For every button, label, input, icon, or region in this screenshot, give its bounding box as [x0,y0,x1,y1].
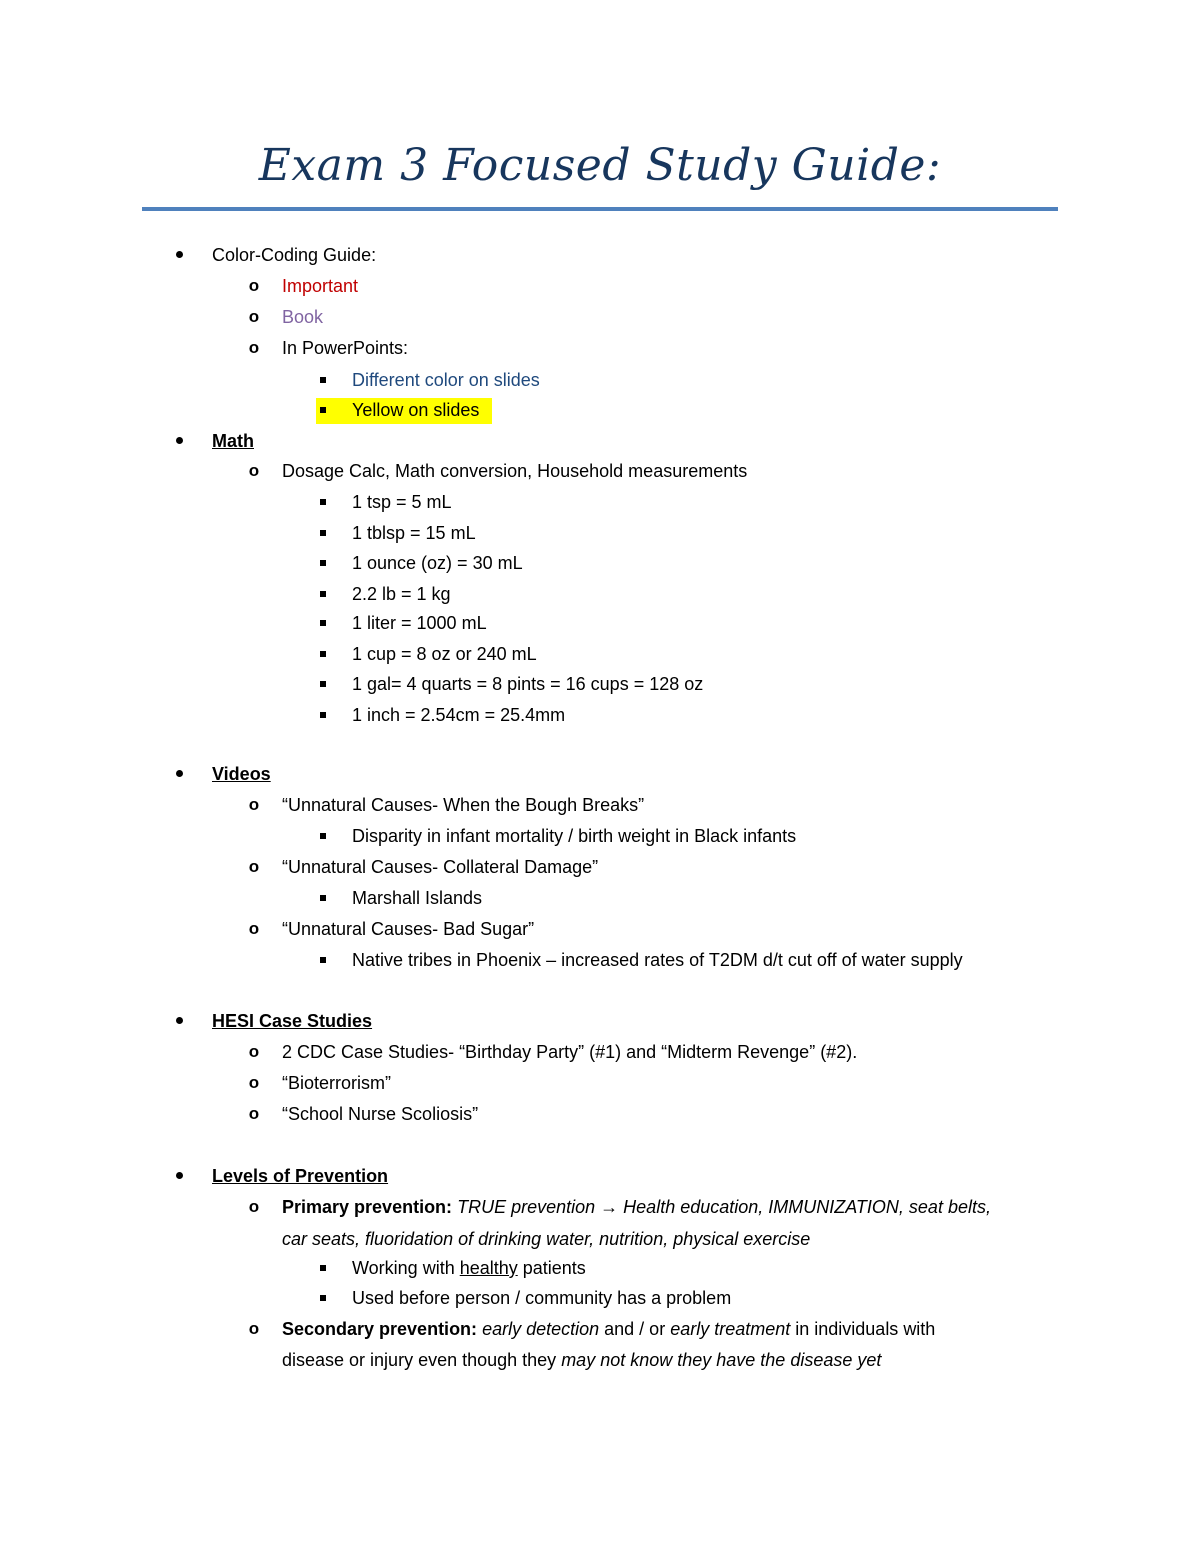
secondary-text: in individuals with [790,1319,936,1339]
video-title: “Unnatural Causes- Bad Sugar” [282,919,535,939]
secondary-text: may not know they have the disease yet [561,1350,882,1370]
secondary-text: disease or injury even though they [282,1350,562,1370]
video-title: “Unnatural Causes- When the Bough Breaks” [282,795,645,815]
video-note: Native tribes in Phoenix – increased rates of T2DM d/t cut off of water supply [352,950,963,970]
bullet-circle: o [248,1042,260,1061]
bullet-square [315,824,331,848]
bullet-square [315,948,331,972]
color-guide-label: Color-Coding Guide: [212,245,377,265]
primary-text: Health education, IMMUNIZATION, seat belts, [623,1197,991,1217]
hesi-heading: HESI Case Studies [212,1011,373,1031]
bullet-square [315,672,331,696]
primary-text-cont: car seats, fluoridation of drinking water, nutrition, physical exercise [282,1229,811,1249]
primary-note: Used before person / community has a problem [352,1288,732,1308]
bullet-circle: o [248,919,260,938]
video-note: Marshall Islands [352,888,483,908]
arrow-right-icon: → [600,1197,619,1217]
prevention-heading: Levels of Prevention [212,1166,389,1186]
bullet-circle: o [248,461,260,480]
hesi-item: “Bioterrorism” [282,1073,392,1093]
bullet-square [315,1286,331,1310]
hesi-item: 2 CDC Case Studies- “Birthday Party” (#1) and “Midterm Revenge” (#2). [282,1042,858,1062]
book-label: Book [282,307,324,327]
bullet-circle: o [248,1104,260,1123]
math-item: 1 gal= 4 quarts = 8 pints = 16 cups = 128 oz [352,674,704,694]
bullet-square [315,490,331,514]
bullet-square [315,642,331,666]
bullet-square [315,582,331,606]
primary-text: TRUE prevention [457,1197,596,1217]
bullet-circle: o [248,338,260,357]
bullet-dot [171,1009,187,1033]
math-item: 1 cup = 8 oz or 240 mL [352,644,537,664]
powerpoints-label: In PowerPoints: [282,338,409,358]
bullet-square [315,521,331,545]
different-color-label: Different color on slides [352,370,540,390]
bullet-dot [171,429,187,453]
secondary-text: early detection [482,1319,600,1339]
title-underline [142,207,1058,211]
math-item: 1 inch = 2.54cm = 25.4mm [352,705,566,725]
secondary-text-cont [282,1348,881,1372]
math-subheading: Dosage Calc, Math conversion, Household measurements [282,461,748,481]
math-item: 1 tsp = 5 mL [352,492,452,512]
note-text: Working with [352,1258,460,1278]
primary-note [352,1256,586,1280]
important-label: Important [282,276,359,296]
bullet-circle: o [248,307,260,326]
bullet-square [315,398,331,422]
video-note: Disparity in infant mortality / birth weight in Black infants [352,826,797,846]
bullet-circle: o [248,276,260,295]
note-emphasis: healthy [459,1258,518,1278]
secondary-label: Secondary prevention: [282,1319,478,1339]
hesi-item: “School Nurse Scoliosis” [282,1104,479,1124]
bullet-dot [171,243,187,267]
bullet-circle: o [248,857,260,876]
secondary-prevention-line [282,1317,935,1341]
math-item: 1 tblsp = 15 mL [352,523,476,543]
bullet-square [315,611,331,635]
bullet-square [315,551,331,575]
math-heading: Math [212,431,254,451]
secondary-text: early treatment [670,1319,791,1339]
primary-label: Primary prevention: [282,1197,453,1217]
yellow-label: Yellow on slides [352,400,480,420]
page-title: Exam 3 Focused Study Guide: [258,140,942,191]
note-text: patients [517,1258,586,1278]
bullet-square [315,368,331,392]
bullet-square [315,1256,331,1280]
bullet-square [315,703,331,727]
bullet-square [315,886,331,910]
math-item: 2.2 lb = 1 kg [352,584,451,604]
video-title: “Unnatural Causes- Collateral Damage” [282,857,599,877]
primary-prevention-line [282,1195,991,1219]
bullet-dot [171,762,187,786]
videos-heading: Videos [212,764,271,784]
bullet-circle: o [248,1319,260,1338]
math-item: 1 liter = 1000 mL [352,613,487,633]
math-item: 1 ounce (oz) = 30 mL [352,553,523,573]
secondary-text: and / or [599,1319,671,1339]
bullet-circle: o [248,1197,260,1216]
bullet-dot [171,1164,187,1188]
bullet-circle: o [248,795,260,814]
bullet-circle: o [248,1073,260,1092]
